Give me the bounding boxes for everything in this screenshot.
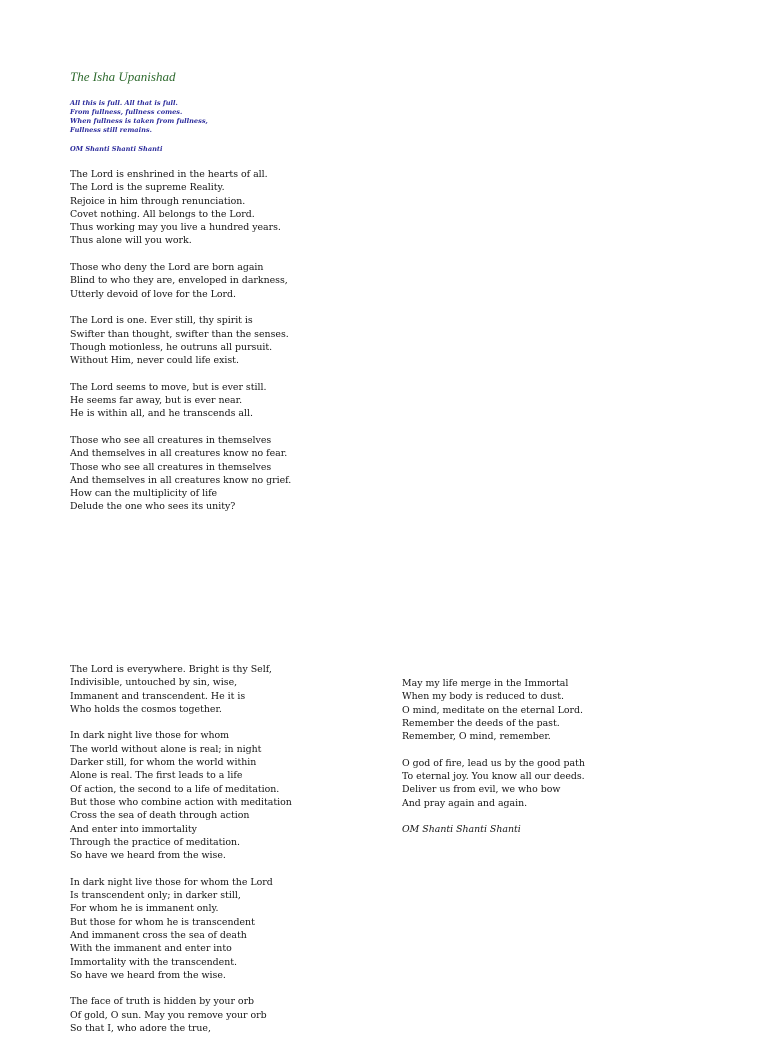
verse-line: Those who see all creatures in themselves: [70, 461, 272, 473]
verse-line: So that I, who adore the true,: [70, 1023, 211, 1035]
verse-line: With the immanent and enter into: [70, 943, 232, 955]
verse-line: Delude the one who sees its unity?: [70, 501, 236, 513]
stanza: [70, 314, 291, 367]
verse-line: And enter into immortality: [70, 823, 197, 835]
verse-line: The Lord is enshrined in the hearts of all.: [70, 169, 268, 180]
stanza: [70, 729, 292, 862]
verse-line: Darker still, for whom the world within: [70, 757, 257, 769]
page1-text: [70, 168, 291, 527]
verse-line: Though motionless, he outruns all pursuit.: [70, 341, 273, 353]
stanza: [70, 434, 291, 514]
document-title: The Isha Upanishad: [70, 69, 176, 84]
invocation-verse: [70, 99, 208, 135]
verse-line: May my life merge in the Immortal: [402, 678, 569, 689]
stanza: [70, 663, 292, 716]
invocation-line: When fullness is taken from fullness,: [70, 117, 208, 125]
verse-line: Through the practice of meditation.: [70, 836, 240, 848]
verse-line: Alone is real. The first leads to a life: [70, 770, 243, 782]
stanza: [70, 381, 291, 421]
verse-line: Rejoice in him through renunciation.: [70, 195, 246, 207]
verse-line: When my body is reduced to dust.: [402, 691, 564, 703]
verse-line: The Lord is one. Ever still, thy spirit is: [70, 315, 253, 327]
verse-line: O mind, meditate on the eternal Lord.: [402, 704, 583, 716]
verse-line: Who holds the cosmos together.: [70, 703, 222, 715]
verse-line: Without Him, never could life exist.: [70, 355, 239, 367]
verse-line: So have we heard from the wise.: [70, 969, 226, 981]
stanza: [70, 876, 292, 982]
verse-line: How can the multiplicity of life: [70, 488, 218, 500]
closing-om: OM Shanti Shanti Shanti: [402, 824, 521, 836]
invocation-line: From fullness, fullness comes.: [70, 108, 183, 116]
verse-line: And themselves in all creatures know no fear.: [70, 448, 288, 460]
invocation-line: All this is full. All that is full.: [70, 99, 178, 107]
stanza: [70, 168, 291, 248]
verse-line: Is transcendent only; in darker still,: [70, 890, 241, 902]
verse-line: O god of fire, lead us by the good path: [402, 757, 585, 769]
invocation-line: Fullness still remains.: [70, 126, 152, 134]
verse-line: He seems far away, but is ever near.: [70, 395, 243, 407]
stanza: [402, 677, 585, 743]
verse-line: Covet nothing. All belongs to the Lord.: [70, 208, 255, 220]
verse-line: Blind to who they are, enveloped in darkness,: [70, 275, 288, 287]
verse-line: Immortality with the transcendent.: [70, 956, 238, 968]
page2-right-column: [402, 677, 585, 850]
verse-line: Indivisible, untouched by sin, wise,: [70, 677, 238, 689]
verse-line: Those who deny the Lord are born again: [70, 262, 264, 274]
page2-left-column: [70, 663, 292, 1049]
verse-line: The Lord is the supreme Reality.: [70, 182, 225, 194]
verse-line: Utterly devoid of love for the Lord.: [70, 288, 237, 300]
stanza: [402, 757, 585, 810]
verse-line: Thus alone will you work.: [70, 235, 192, 247]
verse-line: For whom he is immanent only.: [70, 903, 219, 915]
verse-line: Those who see all creatures in themselves: [70, 434, 272, 446]
verse-line: In dark night live those for whom the Lord: [70, 876, 273, 888]
stanza: [70, 261, 291, 301]
verse-line: The face of truth is hidden by your orb: [70, 996, 255, 1008]
verse-line: Deliver us from evil, we who bow: [402, 784, 561, 796]
verse-line: And pray again and again.: [402, 797, 528, 809]
verse-line: But those for whom he is transcendent: [70, 916, 255, 928]
verse-line: Immanent and transcendent. He it is: [70, 690, 246, 702]
verse-line: Remember the deeds of the past.: [402, 717, 560, 729]
verse-line: So have we heard from the wise.: [70, 850, 226, 862]
verse-line: Cross the sea of death through action: [70, 810, 250, 822]
verse-line: And immanent cross the sea of death: [70, 929, 247, 941]
invocation-om: OM Shanti Shanti Shanti: [70, 145, 163, 153]
verse-line: Remember, O mind, remember.: [402, 731, 551, 743]
verse-line: The Lord is everywhere. Bright is thy Self,: [70, 664, 272, 675]
verse-line: The Lord seems to move, but is ever still.: [70, 381, 267, 393]
verse-line: Of gold, O sun. May you remove your orb: [70, 1009, 267, 1021]
verse-line: He is within all, and he transcends all.: [70, 408, 253, 420]
verse-line: Of action, the second to a life of meditation.: [70, 783, 280, 795]
stanza: [70, 995, 292, 1035]
verse-line: In dark night live those for whom: [70, 730, 230, 742]
verse-line: And themselves in all creatures know no grief.: [70, 474, 292, 486]
verse-line: Thus working may you live a hundred years.: [70, 222, 281, 234]
verse-line: The world without alone is real; in night: [70, 743, 262, 755]
verse-line: To eternal joy. You know all our deeds.: [402, 771, 585, 783]
verse-line: But those who combine action with meditation: [70, 796, 292, 808]
verse-line: Swifter than thought, swifter than the senses.: [70, 328, 289, 340]
